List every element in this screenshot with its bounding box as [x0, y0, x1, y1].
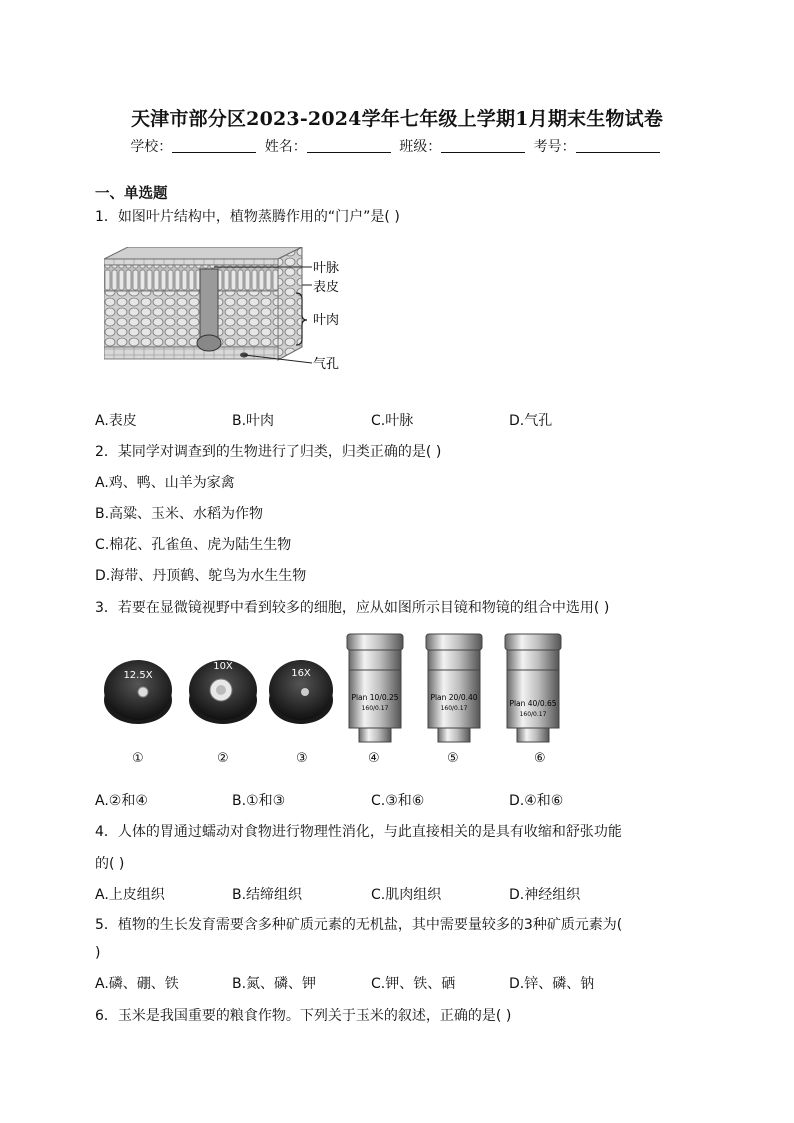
microscope-lenses-figure	[103, 632, 563, 747]
q4-option-b[interactable]: B.结缔组织	[232, 887, 303, 903]
q5-option-d[interactable]: D.锌、磷、钠	[509, 976, 595, 992]
q4-stem-line-1: 4．人体的胃通过蠕动对食物进行物理性消化，与此直接相关的是具有收缩和舒张功能	[95, 824, 622, 840]
q2-option-c[interactable]: C.棉花、孔雀鱼、虎为陆生生物	[95, 537, 292, 553]
exam-number-blank[interactable]	[576, 138, 660, 153]
label-epidermis: 表皮	[313, 280, 340, 295]
school-label: 学校：	[130, 139, 173, 155]
eyepiece-1	[104, 660, 172, 724]
q5-stem-line-1: 5．植物的生长发育需要含多种矿质元素的无机盐，其中需要量较多的3种矿质元素为(	[95, 917, 623, 933]
q1-option-d[interactable]: D.气孔	[509, 413, 553, 429]
q3-stem: 3．若要在显微镜视野中看到较多的细胞，应从如图所示目镜和物镜的组合中选用( )	[95, 600, 610, 616]
q2-option-b[interactable]: B.高粱、玉米、水稻为作物	[95, 506, 264, 522]
q2-option-d[interactable]: D.海带、丹顶鹤、鸵鸟为水生生物	[95, 568, 307, 584]
name-label: 姓名：	[264, 139, 307, 155]
q5-stem-line-2: )	[95, 945, 101, 961]
q5-option-b[interactable]: B.氮、磷、钾	[232, 976, 317, 992]
class-label: 班级：	[399, 139, 442, 155]
fig-number-6: ⑥	[534, 751, 546, 766]
exam-title: 天津市部分区2023-2024学年七年级上学期1月期末生物试卷	[130, 108, 664, 130]
fig-number-1: ①	[132, 751, 144, 766]
eyepiece-2-label: 10X	[213, 661, 233, 672]
objective-3-label: Plan 40/0.65	[509, 699, 557, 708]
label-vein: 叶脉	[313, 261, 340, 276]
q4-option-c[interactable]: C.肌肉组织	[371, 887, 442, 903]
eyepiece-2	[189, 660, 257, 724]
exam-number-label: 考号：	[533, 139, 576, 155]
q6-stem: 6．玉米是我国重要的粮食作物。下列关于玉米的叙述，正确的是( )	[95, 1008, 512, 1024]
fig-number-2: ②	[217, 751, 229, 766]
objective-2-sub: 160/0.17	[440, 705, 468, 712]
objective-2-label: Plan 20/0.40	[430, 693, 478, 702]
q4-stem-line-2: 的( )	[95, 856, 125, 872]
objective-3	[505, 634, 561, 742]
label-stoma: 气孔	[313, 357, 340, 372]
q1-option-b[interactable]: B.叶肉	[232, 413, 275, 429]
objective-1-label: Plan 10/0.25	[351, 693, 399, 702]
objective-3-sub: 160/0.17	[519, 711, 547, 718]
q3-option-d[interactable]: D.④和⑥	[509, 793, 564, 809]
q5-option-c[interactable]: C.钾、铁、硒	[371, 976, 456, 992]
q1-option-a[interactable]: A.表皮	[95, 413, 137, 429]
q1-stem: 1．如图叶片结构中，植物蒸腾作用的“门户”是( )	[95, 209, 400, 225]
label-mesophyll: 叶肉	[313, 313, 340, 328]
fig-number-4: ④	[368, 751, 380, 766]
objective-1-sub: 160/0.17	[361, 705, 389, 712]
school-blank[interactable]	[172, 138, 256, 153]
class-blank[interactable]	[441, 138, 525, 153]
eyepiece-1-label: 12.5X	[123, 670, 153, 681]
eyepiece-3-label: 16X	[291, 668, 311, 679]
q3-option-b[interactable]: B.①和③	[232, 793, 286, 809]
q2-stem: 2．某同学对调查到的生物进行了归类，归类正确的是( )	[95, 444, 442, 460]
q5-option-a[interactable]: A.磷、硼、铁	[95, 976, 179, 992]
eyepiece-3	[269, 660, 333, 724]
q2-option-a[interactable]: A.鸡、鸭、山羊为家禽	[95, 475, 235, 491]
fig-number-5: ⑤	[447, 751, 459, 766]
q3-option-c[interactable]: C.③和⑥	[371, 793, 425, 809]
q3-option-a[interactable]: A.②和④	[95, 793, 148, 809]
objective-2	[426, 634, 482, 742]
q4-option-d[interactable]: D.神经组织	[509, 887, 581, 903]
q1-option-c[interactable]: C.叶脉	[371, 413, 414, 429]
objective-1	[347, 634, 403, 742]
student-info-line	[0, 136, 794, 156]
leaf-structure-figure	[104, 247, 354, 377]
fig-number-3: ③	[296, 751, 308, 766]
section-heading: 一、单选题	[95, 186, 168, 202]
name-blank[interactable]	[307, 138, 391, 153]
q4-option-a[interactable]: A.上皮组织	[95, 887, 165, 903]
